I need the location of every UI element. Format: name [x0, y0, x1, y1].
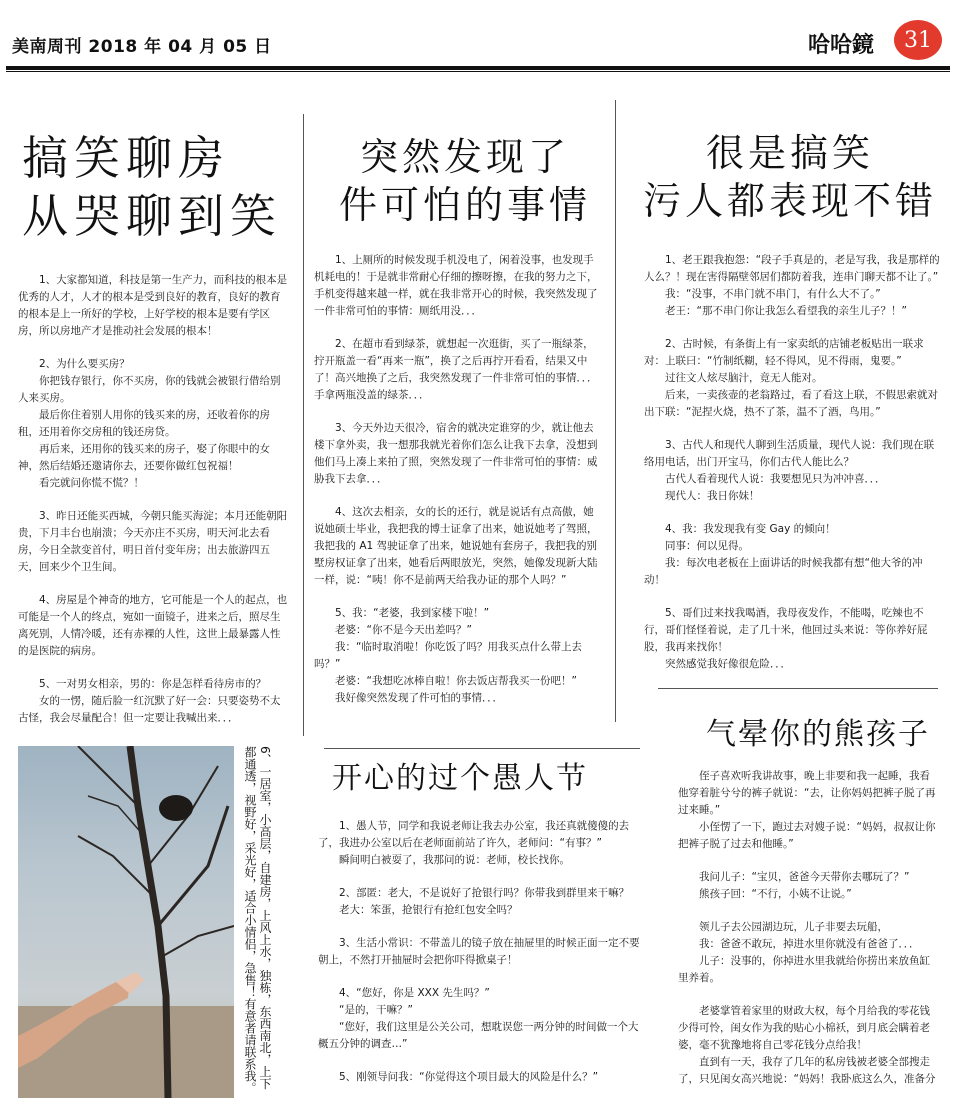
paragraph: 老婆：“我想吃冰棒自啦！你去饭店帮我买一份吧！” — [335, 675, 577, 687]
article-title-line: 从哭聊到笑 — [22, 188, 282, 243]
article-title-line: 搞笑聊房 — [22, 131, 230, 185]
paragraph: 老婆：“你不是今天出差吗？” — [335, 624, 472, 636]
paragraph: 过往文人炫尽脑汁，竟无人能对。 — [665, 372, 823, 384]
paragraph: 3、昨日还能买西城，今朝只能买海淀；本月还能朝阳贵，下月丰台也崩溃；今天亦庄不买房，明天河北去看房，今日全款变首付，明日首付变年房；出去旅游四五天，回来少个卫生间。 — [18, 510, 288, 573]
article-body-naughty-kids — [678, 768, 940, 1088]
paragraph: 2、古时候，有条街上有一家卖纸的店铺老板贴出一联求对：上联曰：“竹制纸糊，轻不得风，见不得雨，鬼要。” — [644, 338, 924, 367]
paragraph: 老婆掌管着家里的财政大权，每个月给我的零花钱少得可怜，闺女作为我的贴心小棉袄，到月底会瞒着老婆，毫不犹豫地将自己零花钱分点给我！ — [678, 1005, 930, 1051]
paragraph: 我：每次电老板在上面讲话的时候我都有想“他大爷的冲动！ — [644, 557, 923, 586]
paragraph: 小侄愣了一下，跑过去对嫂子说：“妈妈，叔叔让你把裤子脱了过去和他睡。” — [678, 821, 936, 850]
column-divider-2 — [615, 100, 616, 722]
article-title-line: 气晕你的熊孩子 — [706, 717, 930, 752]
article-title-scary-thing — [330, 134, 600, 229]
paragraph: 1、上厕所的时候发现手机没电了，闲着没事，也发现手机耗电的！于是就非常耐心仔细的擦呀擦，在我的努力之下，手机变得越来越一样，就在我非常开心的时候，我突然发现了一件非常可怕的事情：厕纸用没．．． — [314, 254, 598, 317]
paragraph: 3、生活小常识：不带盖儿的镜子放在抽屉里的时候正面一定不要朝上，不然打开抽屉时会把你吓得掀桌子！ — [318, 937, 640, 966]
paragraph: 5、我：“老婆，我到家楼下啦！” — [335, 607, 490, 619]
paragraph: “您好，我们这里是公关公司，想耽误您一两分钟的时间做一个大概五分钟的调查…” — [318, 1021, 639, 1050]
tree-photo-illustration — [18, 746, 234, 1098]
section-divider-middle — [324, 748, 640, 749]
paragraph: 儿子：没事的，你掉进水里我就给你捞出来放鱼缸里养着。 — [678, 955, 930, 984]
paragraph: 2、部匿：老大，不是说好了抢银行吗？你带我到群里来干嘛？ — [339, 887, 630, 899]
paragraph: 我问儿子：“宝贝，爸爸今天带你去哪玩了？” — [699, 871, 910, 883]
paragraph: 2、为什么要买房？ — [39, 358, 130, 370]
paragraph: 你把钱存银行，你不买房，你的钱就会被银行借给别人来买房。 — [18, 375, 281, 404]
article-title-april-fools — [332, 760, 588, 798]
page-number: 31 — [904, 27, 932, 53]
paragraph: 4、“您好，你是 XXX 先生吗？” — [339, 987, 490, 999]
paragraph: 5、一对男女相亲，男的：你是怎样看待房市的？ — [39, 678, 267, 690]
paragraph: 再后来，还用你的钱买来的房子，娶了你眼中的女神，然后结婚还邀请你去，还要你做红包祝福！ — [18, 443, 270, 472]
paragraph: 突然感觉我好像很危险．．． — [665, 658, 791, 670]
paragraph: 3、今天外边天很冷，宿舍的就决定谁穿的少，就让他去楼下拿外卖，我一想那我就光着你们怎么让我下去拿，没想到他们马上凑上来拍了照，突然发现了一件非常可怕的事情：威胁我下去拿．．． — [314, 422, 598, 485]
header-rule-thin — [6, 71, 950, 72]
article-title-line: 污人都表现不错 — [642, 178, 937, 223]
article-body-housing — [18, 272, 288, 727]
paragraph: 4、房屋是个神奇的地方，它可能是一个人的起点，也可能是一个人的终点，宛如一面镜子，进来之后，照尽生离死别，人情冷暖，还有赤裸的人性，这世上最暴露人性的是医院的病房。 — [18, 594, 288, 657]
paragraph: 我：“没事，不串门就不串门，有什么大不了。” — [665, 288, 881, 300]
article-body-april-fools — [318, 818, 640, 1086]
paragraph: 最后你住着别人用你的钱买来的房，还收着你的房租，还用着你交房租的钱还房贷。 — [18, 409, 270, 438]
photo-caption-vertical: 6、一居室，小高层，自建房，上风上水，独栋，东西南北，上下都通透，视野好，采光好，适合小情侣，急售！有意者请联系我。 — [243, 746, 272, 1094]
article-title-line: 突然发现了 — [359, 135, 570, 179]
article-title-funny — [640, 130, 940, 225]
paragraph: 我：爸爸不敢玩，掉进水里你就没有爸爸了．．． — [699, 938, 920, 950]
paragraph: 5、刚领导问我：“你觉得这个项目最大的风险是什么？” — [339, 1071, 599, 1083]
article-body-scary-thing — [314, 252, 604, 707]
paragraph: 我好像突然发现了件可怕的事情．．． — [335, 692, 503, 704]
paragraph: 后来，一卖孩壶的老翁路过，看了看这上联，不假思索就对出下联：“泥捏火烧，热不了茶，温不了酒，鸟用。” — [644, 389, 938, 418]
paragraph: 侄子喜欢听我讲故事，晚上非要和我一起睡，我看他穿着脏兮兮的裤子就说：“去，让你妈妈把裤子脱了再过来睡。” — [678, 770, 936, 816]
paragraph: 领儿子去公园湖边玩，儿子非要去玩船， — [699, 921, 888, 933]
header-rule-thick — [6, 66, 950, 70]
paragraph: 老大：笨蛋，抢银行有抢红包安全吗？ — [339, 904, 518, 916]
article-title-naughty-kids — [706, 716, 930, 754]
article-title-housing — [22, 130, 282, 245]
article-title-line: 很是搞笑 — [705, 131, 874, 175]
paragraph: 看完就问你慌不慌？！ — [39, 477, 144, 489]
article-title-line: 件可怕的事情 — [338, 182, 591, 227]
paragraph: 4、我：我发现我有变 Gay 的倾向！ — [665, 523, 836, 535]
paragraph: 同事：何以见得。 — [665, 540, 749, 552]
publication-date-line: 美南周刊 2018 年 04 月 05 日 — [12, 37, 272, 57]
paragraph: 老王：“那不串门你让我怎么看望我的亲生儿子？！” — [665, 305, 907, 317]
paragraph: “是的，干嘛？” — [339, 1004, 413, 1016]
paragraph: 5、哥们过来找我喝酒，我母夜发作，不能喝，吃辣也不行，哥们怪怪着说，走了几十米，他回过头来说：等你养好屁股，我再来找你！ — [644, 607, 928, 653]
section-name: 哈哈鏡 — [808, 33, 875, 58]
article-photo-tree-nest — [18, 746, 234, 1098]
paragraph: 我：“临时取消啦！你吃饭了吗？用我买点什么带上去吗？” — [314, 641, 582, 670]
paragraph: 瞬间明白被耍了，我那问的说：老师，校长找你。 — [339, 854, 570, 866]
page-header — [0, 0, 960, 72]
section-divider-right — [658, 688, 938, 689]
paragraph: 熊孩子回：“不行，小姨不让说。” — [699, 888, 852, 900]
article-title-line: 开心的过个愚人节 — [332, 761, 588, 796]
paragraph: 1、老王跟我抱怨：“段子手真是的，老是写我，我是那样的人么？！现在害得隔壁邻居们都防着我，连串门聊天都不让了。” — [644, 254, 940, 283]
page-number-badge — [894, 20, 942, 60]
paragraph: 直到有一天，我存了几年的私房钱被老婆全部搜走了，只见闺女高兴地说：“妈妈！我卧底这么久，准备分 — [678, 1056, 936, 1085]
paragraph: 古代人看着现代人说：我要想见只为冲冲喜．．． — [665, 473, 886, 485]
article-body-funny — [644, 252, 942, 673]
paragraph: 现代人：我日你妹！ — [665, 490, 760, 502]
paragraph: 1、大家都知道，科技是第一生产力，而科技的根本是优秀的人才，人才的根本是受到良好的教育，良好的教育的根本是上一所好的学校，上好学校的根本是要有学区房，所以房地产才是推动社会发展的根本！ — [18, 274, 288, 337]
column-divider-1 — [303, 114, 304, 736]
paragraph: 女的一愣，随后脸一红沉默了好一会：只要姿势不太古怪，我会尽量配合！但一定要让我喊出来．．． — [18, 695, 281, 724]
paragraph: 2、在超市看到绿茶，就想起一次逛街，买了一瓶绿茶，拧开瓶盖一看“再来一瓶”，换了之后再拧开看看，结果又中了！高兴地换了之后，我突然发现了一件非常可怕的事情．．．手拿两瓶没盖的绿茶．．． — [314, 338, 598, 401]
paragraph: 1、愚人节，同学和我说老师让我去办公室，我还真就傻傻的去了，我进办公室以后在老师面前站了许久，老师问：“有事？” — [318, 820, 630, 849]
paragraph: 3、古代人和现代人聊到生活质量，现代人说：我们现在联络用电话，出门开宝马，你们古代人能比么？ — [644, 439, 935, 468]
paragraph: 4、这次去相亲，女的长的还行，就是说话有点高傲，她说她硕士毕业，我把我的博士证拿了出来，她说她考了驾照，我把我的 A1 驾驶证拿了出来，她说她有套房子，我把我的别墅房权证拿了出来，她看后两眼放光，突然，她像发现新大陆一样，说：“咦！你不是前两天给我办证的那个人吗？” — [314, 506, 598, 586]
